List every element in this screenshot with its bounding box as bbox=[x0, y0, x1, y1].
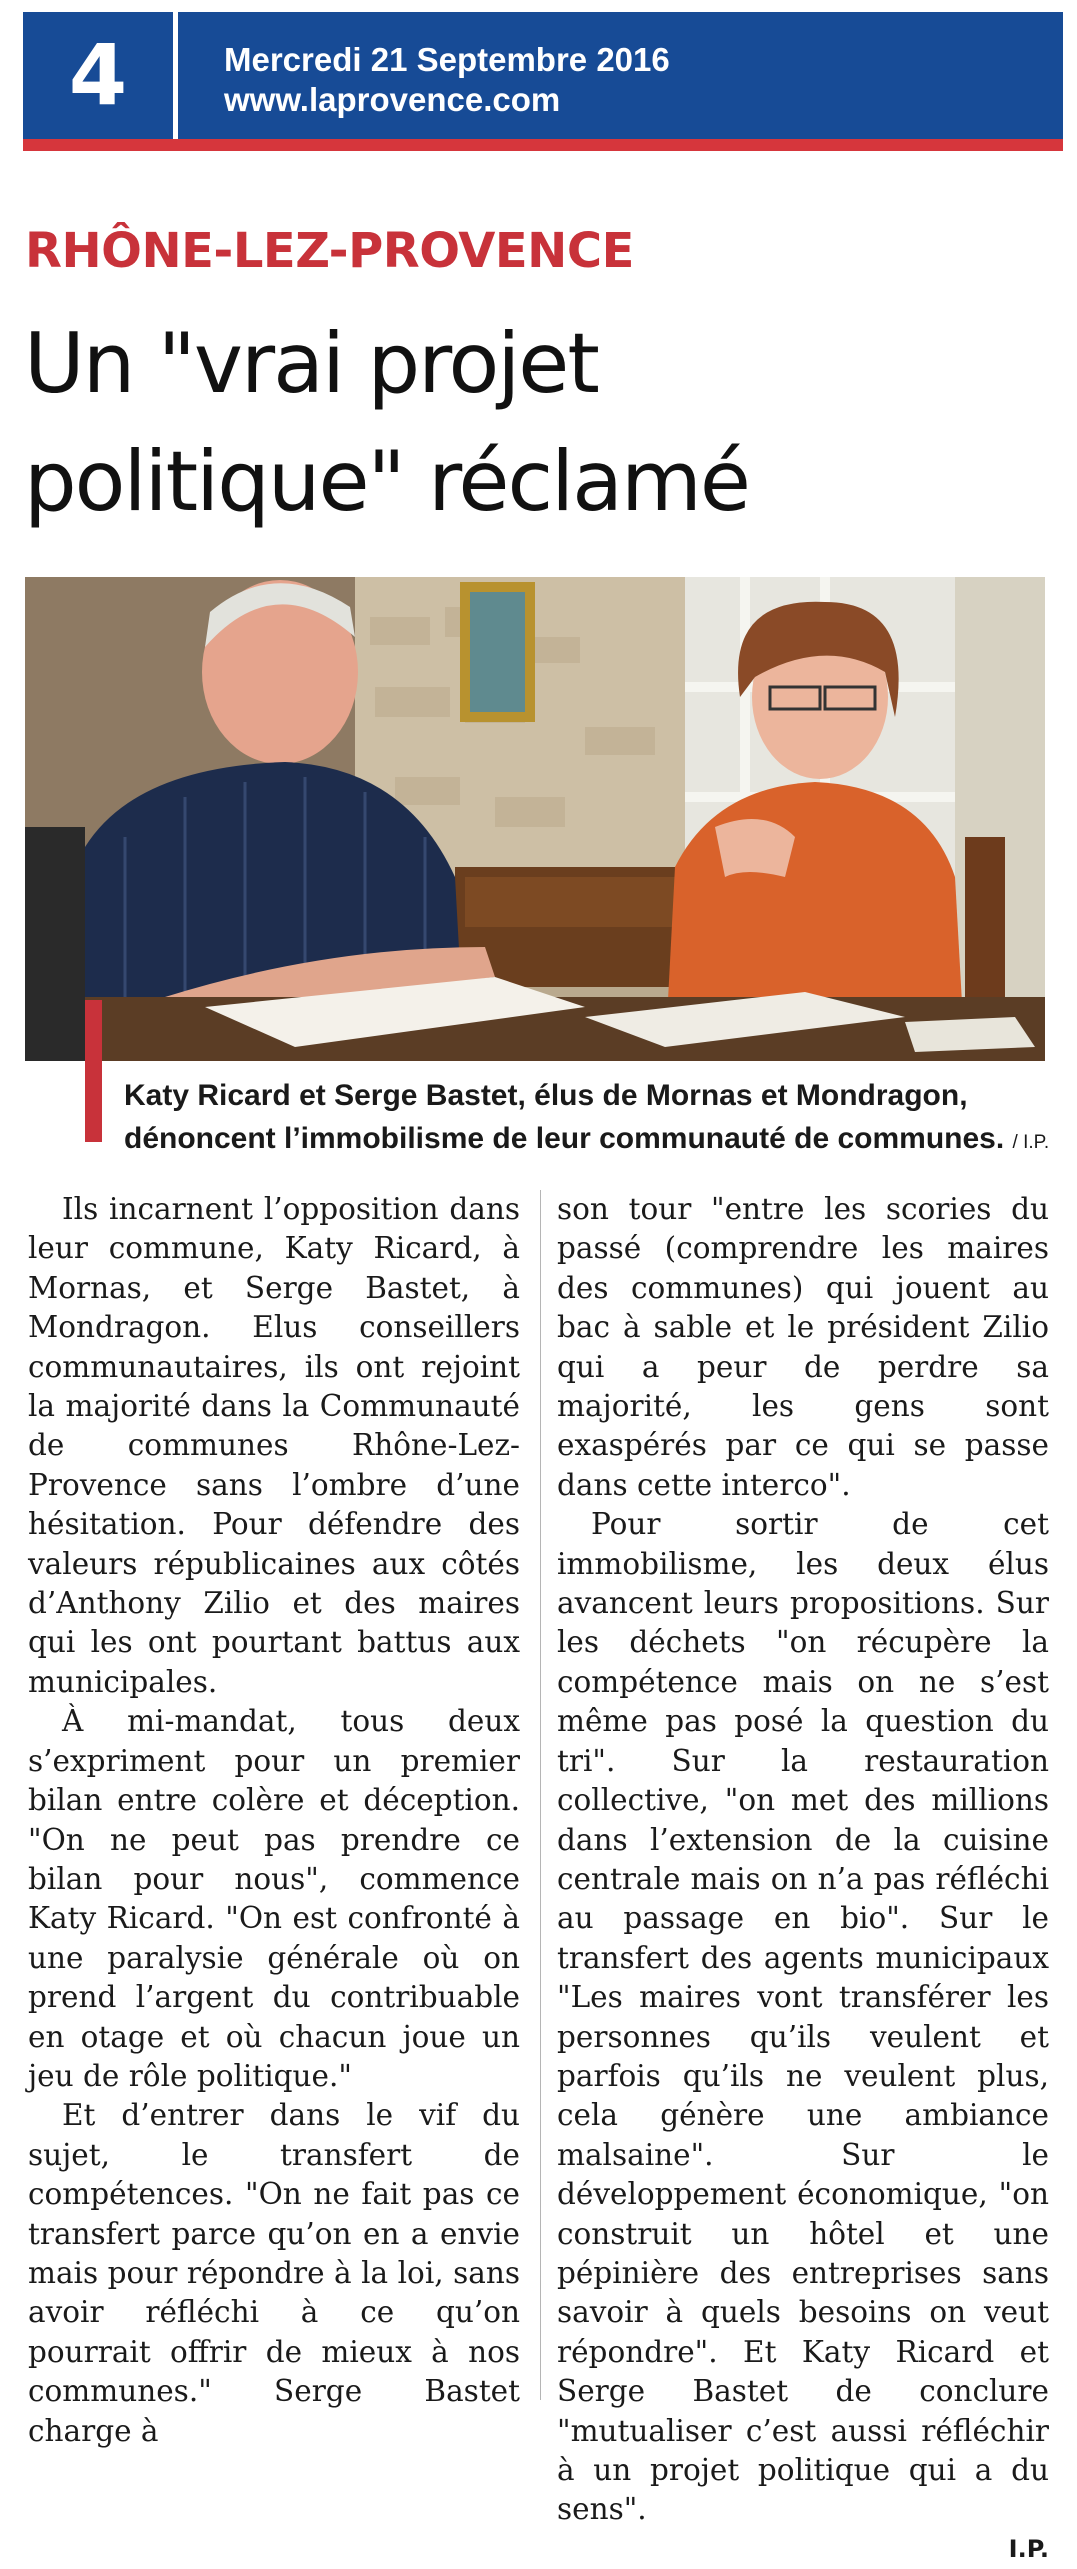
photo-credit: / I.P. bbox=[1012, 1132, 1050, 1153]
author-signature: I.P. bbox=[1008, 2534, 1049, 2563]
header-separator bbox=[173, 12, 178, 139]
caption-line-1: Katy Ricard et Serge Bastet, élus de Mornas et Mondragon, bbox=[124, 1079, 968, 1112]
caption-accent-bar bbox=[85, 1000, 102, 1142]
section-kicker: RHÔNE-LEZ-PROVENCE bbox=[25, 223, 634, 279]
website-link[interactable]: www.laprovence.com bbox=[224, 81, 561, 118]
article-photo bbox=[25, 577, 1045, 1061]
header-accent-rule bbox=[23, 139, 1063, 151]
article-column-1 bbox=[28, 1190, 520, 2451]
column-divider bbox=[540, 1190, 541, 2400]
caption-line-2: dénoncent l’immobilisme de leur communauté de communes. bbox=[124, 1122, 1005, 1155]
article-paragraph: Et d’entrer dans le vif du sujet, le transfert de compétences. "On ne fait pas ce transfert parce qu’on en a envie mais pour répondre à la loi, sans avoir réfléchi à ce qu’on pourrait offrir de mieux à nos communes." Serge Bastet charge à bbox=[28, 2098, 520, 2448]
page-number: 4 bbox=[68, 26, 128, 124]
publication-date: Mercredi 21 Septembre 2016 bbox=[224, 41, 670, 78]
article-paragraph: Pour sortir de cet immobilisme, les deux élus avancent leurs propositions. Sur les déchets "on récupère la compétence mais on ne s’est même pas posé la question du tri". Sur la restauration collective, "on met des millions dans l’extension de la cuisine centrale mais on n’a pas réfléchi au passage en bio". Sur le transfert des agents municipaux "Les maires vont transférer les personnes qu’ils veulent et parfois qu’ils ne veulent plus, cela génère une ambiance malsaine". Sur le développement économique, "on construit un hôtel et une pépinière des entreprises sans savoir à quels besoins on veut répondre". Et Katy Ricard et Serge Bastet de conclure "mutualiser c’est aussi réfléchir à un projet politique qui a du sens". bbox=[557, 1507, 1049, 2527]
article-column-2 bbox=[557, 1190, 1049, 2569]
article-paragraph: son tour "entre les scories du passé (comprendre les maires des communes) qui jouent au bac à sable et le président Zilio qui a peur de perdre sa majorité, les gens sont exaspérés par ce qui se passe dans cette interco". bbox=[557, 1192, 1049, 1502]
headline-line-2: politique" réclamé bbox=[24, 433, 749, 530]
headline-line-1: Un "vrai projet bbox=[24, 315, 598, 412]
photo-caption bbox=[124, 1074, 1064, 1164]
article-paragraph: Ils incarnent l’opposition dans leur commune, Katy Ricard, à Mornas, et Serge Bastet, à Mondragon. Elus conseillers communautaires, ils ont rejoint la majorité dans la Communauté de communes Rhône-Lez-Provence sans l’ombre d’une hésitation. Pour défendre des valeurs républicaines aux côtés d’Anthony Zilio et des maires qui les ont pourtant battus aux municipales. bbox=[28, 1192, 520, 1699]
headline bbox=[24, 305, 1064, 541]
article-paragraph: À mi-mandat, tous deux s’expriment pour un premier bilan entre colère et déception. "On ne peut pas prendre ce bilan pour nous", commence Katy Ricard. "On est confronté à une paralysie générale où on prend l’argent du contribuable en otage et où chacun joue un jeu de rôle politique." bbox=[28, 1704, 520, 2093]
